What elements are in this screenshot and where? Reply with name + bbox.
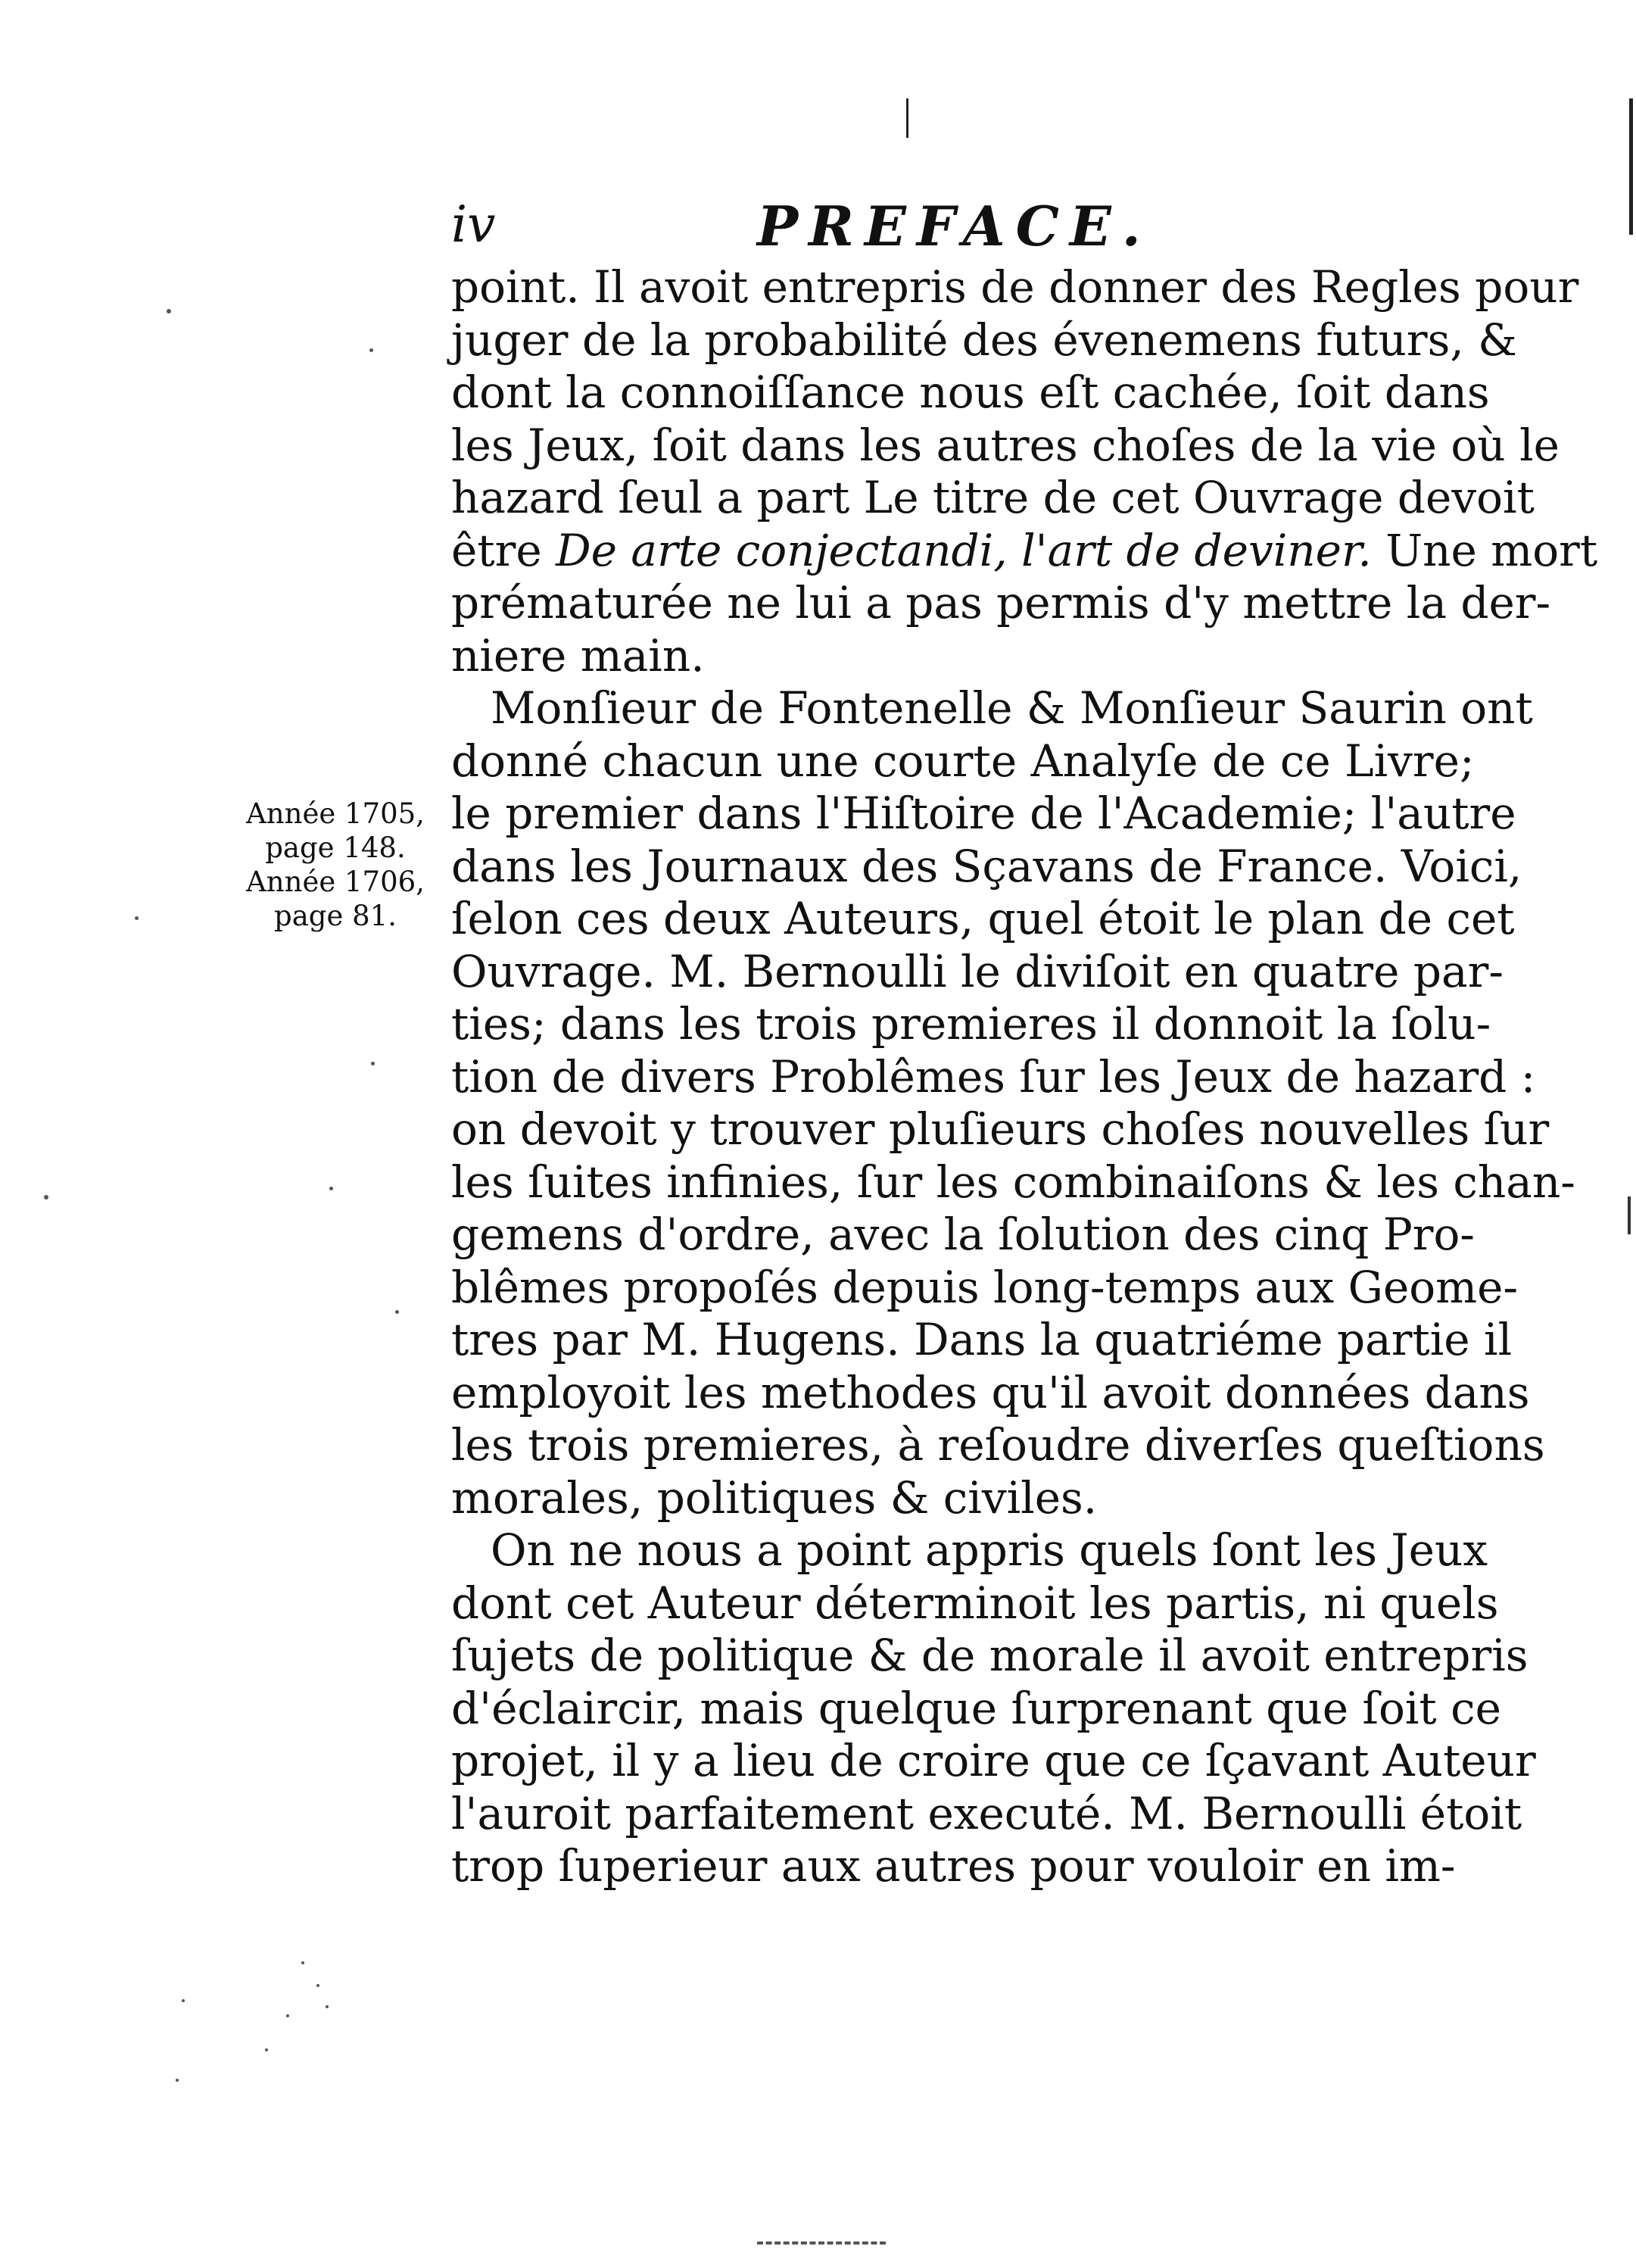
margin-note [241,797,430,933]
footer-signature-marks [757,2241,886,2251]
right-edge-rule [1629,98,1633,235]
text-line: employoit les methodes qu'il avoit données dans [451,1366,1530,1418]
scan-speck [167,309,171,314]
scan-speck [286,2014,289,2017]
italic-title: De arte conjectandi, l'art de deviner. [556,524,1372,576]
text-line: projet, il y a lieu de croire que ce ſçavant Auteur [451,1735,1536,1786]
margin-note-line: page 148. [265,831,406,864]
text-line: dans les Journaux des Sçavans de France. Voici, [451,840,1522,892]
text-line: hazard ſeul a part Le titre de cet Ouvrage devoit [451,472,1535,523]
scan-speck [176,2079,179,2082]
running-title: PREFACE. [757,194,1151,258]
text-line: les Jeux, ſoit dans les autres choſes de la vie où le [451,419,1560,471]
text-line: les trois premieres, à reſoudre diverſes queſtions [451,1419,1545,1471]
scan-speck [395,1310,399,1314]
text-line: trop ſuperieur aux autres pour vouloir en im- [451,1840,1456,1892]
text-line: d'éclaircir, mais quelque ſurprenant que ſoit ce [451,1682,1501,1734]
scan-speck [265,2048,268,2051]
text-line: Ouvrage. M. Bernoulli le diviſoit en quatre par- [451,945,1504,997]
scan-speck [182,1999,185,2002]
text-line: tres par M. Hugens. Dans la quatriéme partie il [451,1314,1513,1365]
scan-speck [369,348,373,352]
text-line: blêmes propoſés depuis long-temps aux Geome- [451,1261,1519,1313]
right-edge-mark [1628,1196,1631,1234]
scan-speck [329,1187,333,1190]
scan-speck [371,1062,375,1065]
text-line: On ne nous a point appris quels ſont les Jeux [491,1524,1488,1576]
text-line: tion de divers Problêmes ſur les Jeux de hazard : [451,1050,1536,1103]
text-run: être [451,524,556,576]
text-line: dont cet Auteur déterminoit les partis, ni quels [451,1577,1499,1629]
scan-speck [326,2005,329,2008]
text-line: dont la connoiſſance nous eſt cachée, ſoit dans [451,367,1490,418]
text-line: prématurée ne lui a pas permis d'y mettre la der- [451,577,1551,629]
scan-speck [135,916,139,920]
text-line: juger de la probabilité des évenemens futurs, & [451,314,1517,366]
text-line: ſelon ces deux Auteurs, quel étoit le plan de cet [451,893,1515,944]
page-folio: iv [451,195,496,254]
page-tick-mark [906,98,908,138]
text-line: on devoit y trouver pluſieurs choſes nouvelles ſur [451,1103,1550,1155]
scan-speck [301,1961,304,1964]
text-line: le premier dans l'Hiſtoire de l'Academie; l'autre [451,788,1516,839]
body-text [451,261,1598,1893]
text-line: point. Il avoit entrepris de donner des Regles pour [451,261,1579,313]
text-line: niere main. [451,629,705,682]
text-line: l'auroit parfaitement executé. M. Bernoulli étoit [451,1787,1522,1839]
text-line [451,524,1598,578]
text-run: Une mort [1371,524,1598,576]
text-line: gemens d'ordre, avec la ſolution des cinq Pro- [451,1209,1475,1260]
text-line: donné chacun une courte Analyſe de ce Livre; [451,735,1475,787]
scan-speck [316,1984,319,1987]
text-line: les ſuites infinies, ſur les combinaiſons & les chan- [451,1156,1575,1208]
scan-speck [44,1195,48,1200]
margin-note-line: Année 1706, [246,866,425,898]
text-line: morales, politiques & civiles. [451,1471,1098,1524]
margin-note-line: Année 1705, [246,797,425,830]
text-line: ſujets de politique & de morale il avoit entrepris [451,1630,1528,1681]
text-line: Monſieur de Fontenelle & Monſieur Saurin ont [491,682,1533,734]
margin-note-line: page 81. [274,900,397,932]
text-line: ties; dans les trois premieres il donnoit la ſolu- [451,998,1491,1050]
